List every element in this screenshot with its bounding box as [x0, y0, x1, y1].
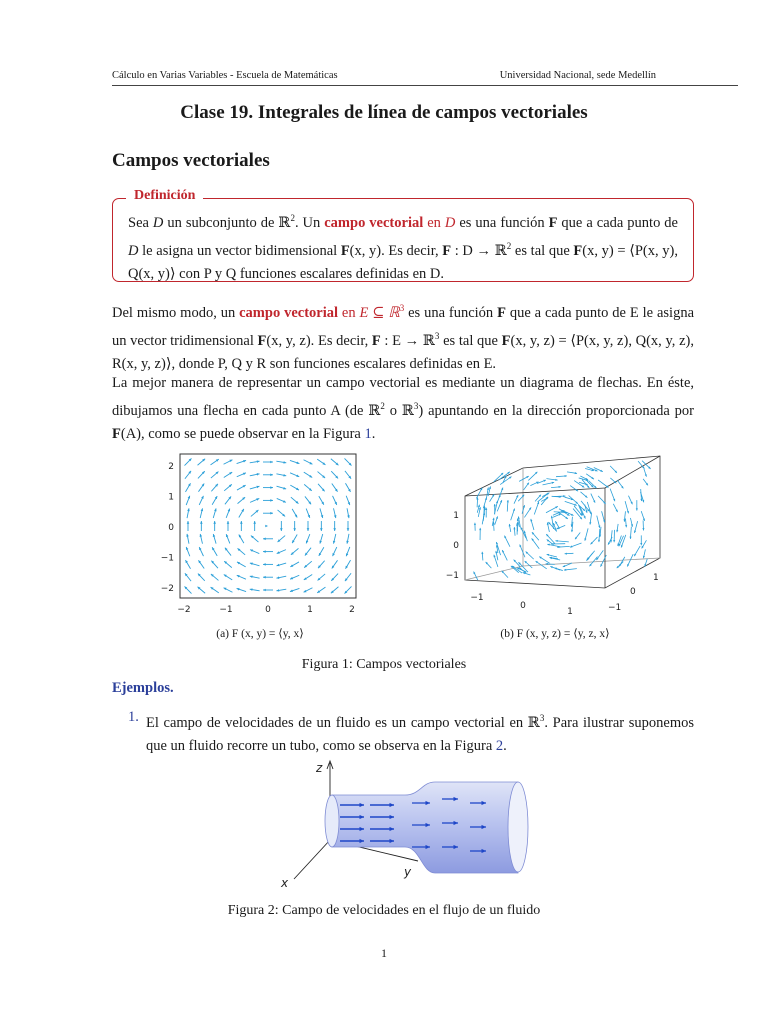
field-arrow-3d-head — [481, 552, 483, 554]
axis-z-label: z — [316, 761, 323, 775]
section-heading: Campos vectoriales — [112, 150, 270, 171]
field-arrow-3d-head — [565, 553, 567, 555]
field-arrow-3d-head — [496, 516, 498, 518]
axis-x-label: x — [281, 876, 289, 890]
field-arrow-3d-head — [537, 502, 539, 504]
field-arrow-3d-head — [642, 528, 644, 530]
field-arrow-3d-head — [559, 486, 561, 488]
figure-1a-plot — [140, 448, 360, 628]
figure-1-link[interactable]: 1 — [364, 425, 372, 442]
field-arrow-3d-head — [640, 543, 642, 545]
field-arrow-3d-head — [496, 542, 498, 544]
field-arrow-3d-head — [507, 500, 509, 502]
field-arrow-3d-head — [574, 504, 576, 506]
paragraph-3d-field: Del mismo modo, un campo vectorial en E ⊆ ℝ$^3$ es una función F que a cada punto de E le asigna un vector tridimensional F(x, y, z). Es decir, F : E → ℝ$^3$ es tal que F(x, y, z) = ⟨P(x, y, z), Q(x, y, z), R(x, y, z)⟩, donde P, Q y R son funciones escalares definidas en E. — [112, 303, 694, 372]
field-arrow-3d-head — [645, 474, 647, 476]
tube-inlet — [325, 795, 339, 847]
y-tick-label: −1 — [160, 553, 174, 564]
field-arrow-3d-head — [642, 500, 644, 502]
field-arrow-3d-head — [513, 527, 515, 529]
field-arrow-3d-head — [636, 508, 638, 510]
field-arrow-3d-head — [513, 508, 515, 510]
subcaption-b: (b) F (x, y, z) = ⟨y, z, x⟩ — [500, 628, 610, 640]
header-rule — [112, 85, 738, 86]
plot-b-box — [465, 456, 660, 588]
page-number: 1 — [381, 946, 387, 960]
field-arrow-3d-head — [565, 475, 567, 477]
x-tick-label: 2 — [349, 605, 355, 615]
plot-b-arrows — [474, 461, 651, 580]
tube-outlet — [508, 782, 528, 872]
field-arrow-3d-head — [494, 504, 496, 506]
example-1-number: 1. — [128, 709, 139, 725]
field-arrow-3d-head — [554, 568, 556, 570]
x-tick-label: 0 — [520, 601, 526, 611]
field-arrow-3d-head — [613, 540, 615, 542]
example-1-text: El campo de velocidades de un fluido es un campo vectorial en ℝ$^3$. Para ilustrar suponemos que un fluido recorre un tubo, como se observa en la Figura 2. — [146, 713, 694, 754]
y-tick-label: 2 — [168, 462, 174, 472]
running-header — [112, 70, 656, 81]
x-tick-label: −2 — [177, 605, 191, 615]
z-tick-label: 1 — [453, 511, 459, 521]
field-arrow-3d-head — [570, 545, 572, 547]
x-tick-label: −1 — [219, 605, 233, 615]
field-arrow-3d-head — [629, 537, 631, 539]
field-arrow-3d-head — [474, 523, 476, 525]
field-arrow-3d-head — [640, 499, 642, 501]
y-tick-label: 1 — [168, 492, 174, 503]
figure-2-link[interactable]: 2 — [495, 737, 504, 754]
figure-1b-plot — [425, 448, 675, 626]
field-arrow-3d-head — [598, 540, 600, 542]
axis-y-label: y — [404, 865, 412, 879]
field-arrow-3d-head — [555, 540, 557, 542]
figure-2-caption: Figura 2: Campo de velocidades en el flujo de un fluido — [227, 903, 541, 918]
term-campo-vectorial: campo vectorial — [324, 214, 424, 231]
field-arrow-3d-head — [479, 528, 481, 530]
y-tick-label: 0 — [168, 523, 174, 533]
definition-text: Sea D un subconjunto de ℝ$^2$. Un campo vectorial en D es una función F que a cada punto de D le asigna un vector bidimensional F(x, y). Es decir, F : D → ℝ$^2$ es tal que F(x, y) = ⟨P(x, y), Q(x, y)⟩ con P y Q funciones escalares definidas en D. — [128, 213, 678, 282]
subcaption-a: (a) F (x, y) = ⟨y, x⟩ — [216, 628, 304, 640]
examples-heading: Ejemplos. — [112, 680, 174, 696]
z-tick-label: −1 — [445, 571, 459, 581]
field-arrow-3d-head — [494, 555, 496, 557]
figure-1-caption: Figura 1: Campos vectoriales — [301, 657, 467, 672]
figure-2-tube — [270, 755, 540, 895]
x-tick-label: −1 — [470, 593, 484, 603]
z-tick-label: 0 — [453, 541, 459, 551]
y-tick-label: −2 — [160, 584, 174, 594]
header-university: Universidad Nacional, sede Medellín — [499, 70, 656, 81]
paragraph-arrow-diagram: La mejor manera de representar un campo vectorial es mediante un diagrama de flechas. En éste, dibujamos una flecha en cada punto A (de ℝ$^2$ o ℝ$^3$) apuntando en la dirección proporcionada por F(A), como se puede observar en la Figura 1. — [112, 375, 694, 442]
x-tick-label: 1 — [307, 605, 313, 615]
field-arrow-3d-head — [524, 531, 526, 533]
x-tick-label: 0 — [265, 605, 271, 615]
y-tick-label: 1 — [653, 573, 659, 583]
x-tick-label: 1 — [567, 607, 573, 617]
y-tick-label: 0 — [630, 587, 636, 597]
page-title: Clase 19. Integrales de línea de campos vectoriales — [180, 102, 588, 123]
y-tick-label: −1 — [608, 603, 622, 613]
header-course: Cálculo en Varias Variables - Escuela de Matemáticas — [112, 70, 338, 81]
definition-label: Definición — [126, 188, 203, 204]
